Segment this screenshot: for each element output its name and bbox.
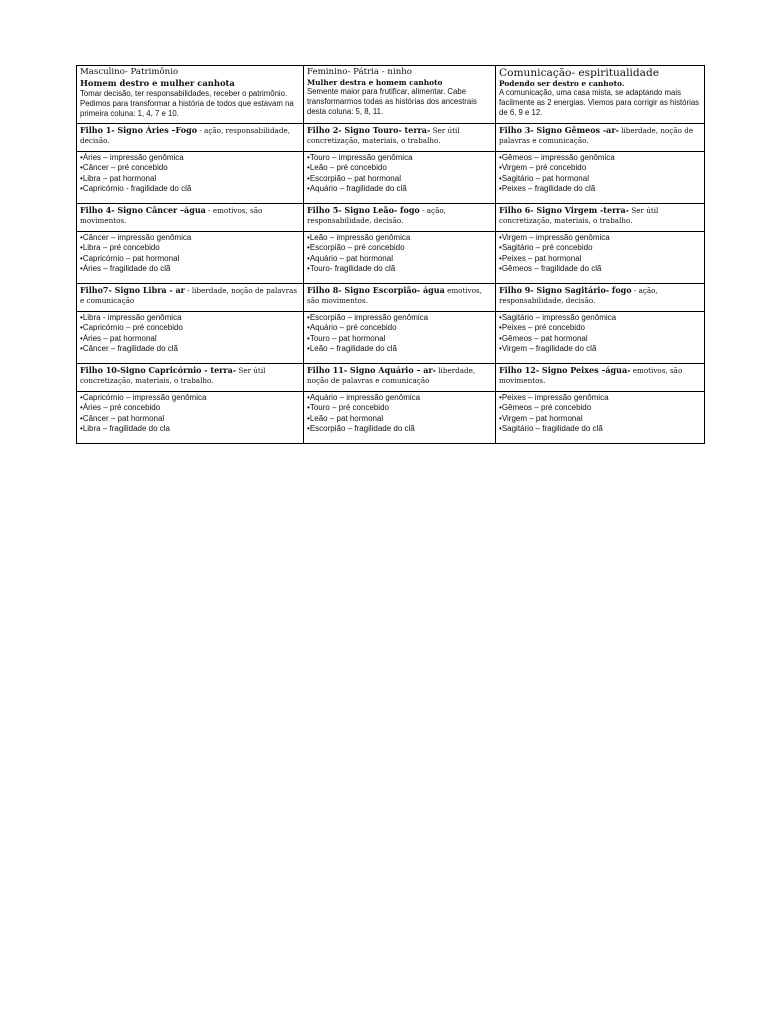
list-item: • Gêmeos – pré concebido (499, 403, 701, 413)
sign-heading (307, 285, 492, 306)
sign-list-cell (77, 152, 304, 204)
sign-list-row (77, 312, 705, 364)
header-subtitle: Podendo ser destro e canhoto. (499, 79, 625, 89)
sign-list-cell (496, 392, 705, 444)
list-item: • Leão – pré concebido (307, 163, 492, 173)
list-item: • Touro- fragilidade do clã (307, 264, 492, 274)
list-item: • Libra – pré concebido (80, 243, 300, 253)
list-item: • Áries – pat hormonal (80, 334, 300, 344)
sign-heading-description: emotivos, são movimentos. (307, 286, 483, 305)
sign-list (499, 393, 701, 435)
list-item: • Virgem – impressão genômica (499, 233, 701, 243)
list-item: • Virgem – fragilidade do clã (499, 344, 701, 354)
sign-heading-cell (304, 364, 496, 392)
header-title: Feminino- Pátria - ninho (307, 67, 412, 77)
sign-heading (499, 125, 701, 146)
header-text: Semente maior para frutificar, alimentar. Cabe transformarmos todas as histórias dos ancestrais desta coluna: 5, 8, 11. (307, 87, 477, 116)
sign-heading-cell (77, 204, 304, 232)
list-item: • Capricórnio – pré concebido (80, 323, 300, 333)
sign-heading (499, 205, 701, 226)
signs-table (76, 65, 705, 444)
sign-heading (80, 205, 300, 226)
sign-heading (499, 365, 701, 386)
sign-list (499, 313, 701, 355)
header-text: A comunicação, uma casa mista, se adaptando mais facilmente as 2 energias. Viemos para corrigir as histórias de 6, 9 e 12. (499, 88, 700, 118)
list-item: • Câncer – pat hormonal (80, 414, 300, 424)
sign-heading-title: Filho 5- Signo Leão- fogo (307, 205, 420, 215)
sign-list (499, 153, 701, 195)
sign-heading (307, 125, 492, 146)
sign-list-cell (496, 152, 705, 204)
sign-list (499, 233, 701, 275)
list-item: • Gêmeos – impressão genômica (499, 153, 701, 163)
sign-heading-row (77, 284, 705, 312)
sign-list (307, 313, 492, 355)
list-item: • Libra - impressão genômica (80, 313, 300, 323)
sign-heading-title: Filho 9- Signo Sagitário- fogo (499, 285, 632, 295)
sign-list (80, 153, 300, 195)
sign-list-row (77, 232, 705, 284)
sign-heading-title: Filho 11- Signo Aquário – ar- (307, 365, 436, 375)
sign-list-cell (77, 232, 304, 284)
list-item: • Aquário – impressão genômica (307, 393, 492, 403)
list-item: • Aquário – pat hormonal (307, 254, 492, 264)
sign-list-row (77, 392, 705, 444)
sign-list-cell (304, 232, 496, 284)
sign-list (307, 233, 492, 275)
sign-heading-cell (496, 124, 705, 152)
sign-heading-title: Filho 10-Signo Capricórnio - terra- (80, 365, 237, 375)
sign-heading-title: Filho 12- Signo Peixes –água- (499, 365, 631, 375)
list-item: • Sagitário – impressão genômica (499, 313, 701, 323)
sign-heading-title: Filho 4- Signo Câncer –água (80, 205, 206, 215)
sign-heading-description: Ser útil concretização, materiais, o trabalho. (80, 366, 266, 385)
list-item: • Câncer – fragilidade do clã (80, 344, 300, 354)
sign-heading-description: liberdade, noção de palavras e comunicação (307, 366, 476, 385)
sign-heading (80, 365, 300, 386)
list-item: • Libra – pat hormonal (80, 174, 300, 184)
sign-heading-description: Ser útil concretização, materiais, o trabalho. (499, 206, 659, 225)
list-item: • Capricórnio – impressão genômica (80, 393, 300, 403)
sign-heading-cell (77, 124, 304, 152)
sign-heading-description: - ação, responsabilidade, decisão. (307, 206, 446, 225)
sign-heading-description: - emotivos, são movimentos. (80, 206, 263, 225)
sign-list (307, 393, 492, 435)
sign-list-row (77, 152, 705, 204)
sign-heading-cell (304, 124, 496, 152)
sign-list-cell (77, 312, 304, 364)
list-item: • Leão – fragilidade do clã (307, 344, 492, 354)
sign-list (307, 153, 492, 195)
sign-list-cell (304, 152, 496, 204)
list-item: • Peixes – fragilidade do clã (499, 184, 701, 194)
sign-heading-cell (496, 284, 705, 312)
header-text: Tomar decisão, ter responsabilidades, receber o patrimônio. Pedimos para transformar a história de todos que estavam na primeira coluna: 1, 4, 7 e 10. (80, 89, 294, 118)
sign-heading-description: liberdade, noção de palavras e comunicação. (499, 126, 694, 145)
list-item: • Áries – impressão genômica (80, 153, 300, 163)
sign-heading-cell (304, 284, 496, 312)
list-item: • Peixes – pré concebido (499, 323, 701, 333)
list-item: • Peixes – pat hormonal (499, 254, 701, 264)
list-item: • Leão – impressão genômica (307, 233, 492, 243)
sign-list-cell (77, 392, 304, 444)
sign-heading (307, 205, 492, 226)
sign-heading-cell (304, 204, 496, 232)
sign-heading-cell (77, 364, 304, 392)
sign-heading-description: - ação, responsabilidade, decisão. (499, 286, 658, 305)
header-title: Comunicação- espiritualidade (499, 67, 660, 79)
sign-list (80, 233, 300, 275)
sign-heading-title: Filho 6- Signo Virgem -terra- (499, 205, 630, 215)
sign-heading-description: Ser útil concretização, materiais, o trabalho. (307, 126, 460, 145)
header-cell-comunicacao (496, 66, 705, 124)
sign-list-cell (496, 232, 705, 284)
sign-list (80, 393, 300, 435)
list-item: • Áries – fragilidade do clã (80, 264, 300, 274)
list-item: • Touro – pré concebido (307, 403, 492, 413)
header-title: Masculino- Patrimônio (80, 67, 179, 77)
sign-heading-title: Filho7- Signo Libra - ar (80, 285, 185, 295)
sign-heading-row (77, 204, 705, 232)
sign-list-cell (496, 312, 705, 364)
list-item: • Capricórnio – pat hormonal (80, 254, 300, 264)
list-item: • Virgem – pat hormonal (499, 414, 701, 424)
list-item: • Leão – pat hormonal (307, 414, 492, 424)
sign-heading (499, 285, 701, 306)
list-item: • Escorpião – fragilidade do clã (307, 424, 492, 434)
sign-heading-title: Filho 1- Signo Áries –Fogo (80, 125, 198, 135)
sign-heading (307, 365, 492, 386)
sign-heading-title: Filho 2- Signo Touro- terra- (307, 125, 431, 135)
sign-list-cell (304, 312, 496, 364)
header-subtitle: Homem destro e mulher canhota (80, 78, 235, 88)
sign-heading-description: - liberdade, noção de palavras e comunicação (80, 286, 298, 305)
sign-heading-title: Filho 8- Signo Escorpião- água (307, 285, 445, 295)
sign-list (80, 313, 300, 355)
list-item: • Peixes – impressão genômica (499, 393, 701, 403)
list-item: • Áries – pré concebido (80, 403, 300, 413)
list-item: • Virgem – pré concebido (499, 163, 701, 173)
list-item: • Sagitário – pré concebido (499, 243, 701, 253)
list-item: • Câncer – pré concebido (80, 163, 300, 173)
sign-heading-cell (77, 284, 304, 312)
list-item: • Gêmeos – pat hormonal (499, 334, 701, 344)
sign-heading-description: - ação, responsabilidade, decisão. (80, 126, 290, 145)
list-item: • Gêmeos – fragilidade do clã (499, 264, 701, 274)
list-item: • Capricórnio - fragilidade do clã (80, 184, 300, 194)
list-item: • Aquário – pré concebido (307, 323, 492, 333)
sign-heading (80, 285, 300, 306)
sign-heading-row (77, 124, 705, 152)
list-item: • Libra – fragilidade do cla (80, 424, 300, 434)
sign-heading-description: emotivos, são movimentos. (499, 366, 683, 385)
list-item: • Touro – impressão genômica (307, 153, 492, 163)
list-item: • Touro – pat hormonal (307, 334, 492, 344)
header-cell-feminino (304, 66, 496, 124)
sign-heading-cell (496, 204, 705, 232)
list-item: • Escorpião – impressão genômica (307, 313, 492, 323)
sign-heading-title: Filho 3- Signo Gêmeos -ar- (499, 125, 619, 135)
list-item: • Sagitário – fragilidade do clã (499, 424, 701, 434)
header-subtitle: Mulher destra e homem canhoto (307, 78, 443, 87)
list-item: • Escorpião – pré concebido (307, 243, 492, 253)
list-item: • Escorpião – pat hormonal (307, 174, 492, 184)
header-cell-masculino (77, 66, 304, 124)
list-item: • Aquário – fragilidade do clã (307, 184, 492, 194)
header-row (77, 66, 705, 124)
sign-list-cell (304, 392, 496, 444)
sign-heading-cell (496, 364, 705, 392)
list-item: • Sagitário – pat hormonal (499, 174, 701, 184)
sign-heading-row (77, 364, 705, 392)
list-item: • Câncer – impressão genômica (80, 233, 300, 243)
sign-heading (80, 125, 300, 146)
